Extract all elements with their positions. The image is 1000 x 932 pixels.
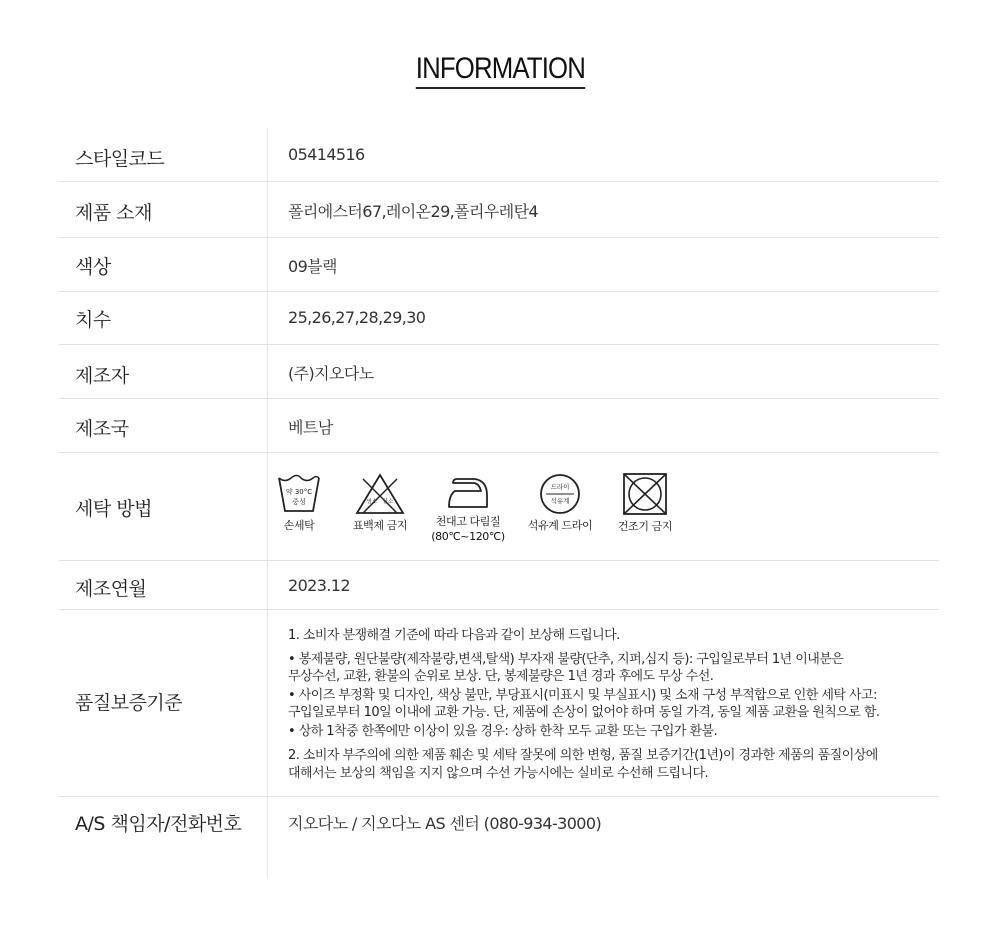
size-label: 치수 — [75, 309, 111, 331]
quality-line-2: • 봉제불량, 원단불량(제작불량,변색,탈색) 부자재 불량(단추, 지퍼,심지 등): 구입일로부터 1년 이내분은 — [288, 652, 844, 667]
dry-clean-icon — [539, 473, 581, 515]
manufacturer-label: 제조자 — [75, 365, 129, 387]
hand-wash-temp: 약 30°C — [285, 488, 313, 496]
quality-line-8: 대해서는 보상의 책임을 지지 않으며 수선 가능시에는 실비로 수선해 드립니다. — [288, 766, 709, 781]
manufacturer-value: (주)지오다노 — [288, 364, 374, 383]
row-country — [59, 399, 939, 453]
hand-wash-icon — [277, 473, 321, 515]
row-manufacturer — [59, 345, 939, 399]
dry-clean-solvent: 석유계 — [550, 497, 570, 505]
row-color — [59, 238, 939, 292]
color-label: 색상 — [75, 256, 111, 278]
quality-line-4: • 사이즈 부정확 및 디자인, 색상 불만, 부당표시(미표시 및 부실표시) 및 소재 구성 부적합으로 인한 세탁 사고: — [288, 688, 877, 703]
iron-temp-caption: (80℃~120℃) — [431, 530, 505, 543]
quality-line-6: • 상하 1착중 한쪽에만 이상이 있을 경우: 상하 한착 모두 교환 또는 구입가 환불. — [288, 724, 718, 739]
iron-icon — [445, 471, 491, 511]
iron-caption: 천대고 다림질 — [435, 515, 501, 528]
row-wash — [59, 453, 939, 561]
row-as — [59, 797, 939, 877]
material-value: 폴리에스터67,레이온29,폴리우레탄4 — [288, 202, 538, 221]
hand-wash-caption: 손세탁 — [283, 519, 315, 532]
date-label: 제조연월 — [75, 578, 147, 600]
date-value: 2023.12 — [288, 576, 350, 595]
quality-line-1: 1. 소비자 분쟁해결 기준에 따라 다음과 같이 보상해 드립니다. — [288, 628, 620, 643]
wash-label: 세탁 방법 — [75, 498, 152, 520]
no-bleach-caption: 표백제 금지 — [352, 519, 408, 532]
material-label: 제품 소재 — [75, 202, 152, 224]
size-value: 25,26,27,28,29,30 — [288, 308, 426, 327]
no-bleach-oxygen: 산소 — [382, 499, 394, 505]
as-value: 지오다노 / 지오다노 AS 센터 (080-934-3000) — [288, 814, 602, 833]
country-label: 제조국 — [75, 418, 129, 440]
quality-line-3: 무상수선, 교환, 환불의 순위로 보상. 단, 봉제불량은 1년 경과 후에도 무상 수선. — [288, 669, 714, 684]
no-tumble-dry-caption: 건조기 금지 — [617, 520, 673, 533]
quality-line-5: 구입일로부터 10일 이내에 교환 가능. 단, 제품에 손상이 없어야 하며 동일 가격, 동일 제품 교환을 원칙으로 함. — [288, 705, 880, 720]
no-tumble-dry-symbol — [605, 472, 685, 534]
iron-symbol — [428, 471, 508, 544]
dry-clean-symbol — [520, 473, 600, 533]
page-title: INFORMATION — [415, 52, 584, 89]
dry-clean-type: 드라이 — [550, 483, 570, 491]
row-material — [59, 182, 939, 238]
hand-wash-symbol — [259, 473, 339, 533]
page-title-wrap — [0, 52, 1000, 89]
color-value: 09블랙 — [288, 257, 337, 276]
style-code-value: 05414516 — [288, 145, 365, 164]
row-quality — [59, 610, 939, 797]
no-bleach-chlorine: 염소 — [366, 499, 378, 505]
no-tumble-dry-icon — [622, 472, 668, 516]
quality-label: 품질보증기준 — [75, 692, 183, 714]
no-bleach-icon — [355, 473, 405, 515]
as-label: A/S 책임자/전화번호 — [75, 813, 242, 835]
hand-wash-detergent: 중성 — [292, 498, 306, 506]
country-value: 베트남 — [288, 418, 333, 437]
no-bleach-symbol — [340, 473, 420, 533]
row-style-code — [59, 128, 939, 182]
quality-line-7: 2. 소비자 부주의에 의한 제품 훼손 및 세탁 잘못에 의한 변형, 품질 보증기간(1년)이 경과한 제품의 품질이상에 — [288, 748, 878, 763]
row-size — [59, 292, 939, 345]
style-code-label: 스타일코드 — [75, 148, 165, 170]
row-date — [59, 561, 939, 610]
dry-clean-caption: 석유계 드라이 — [527, 519, 593, 532]
